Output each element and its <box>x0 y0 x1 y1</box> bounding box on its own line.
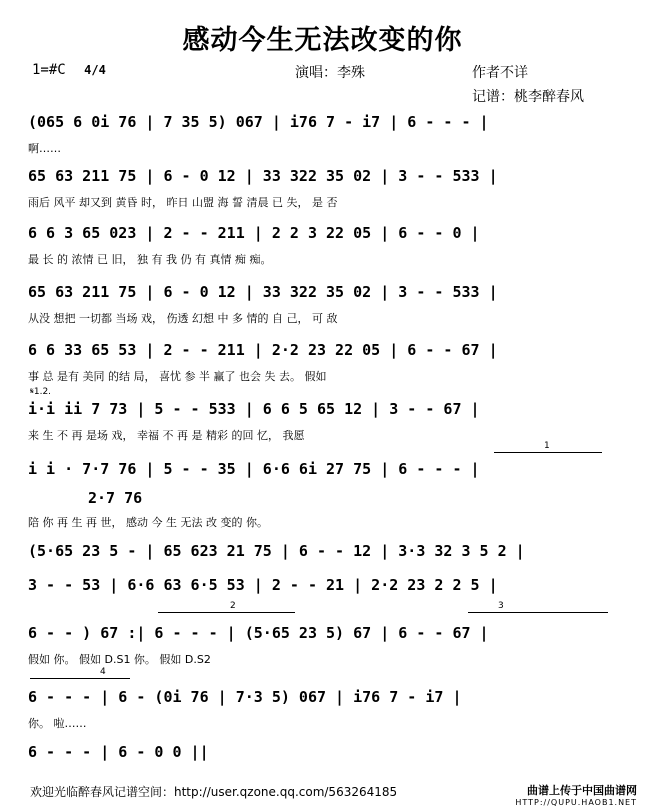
lyric-line: 啊…… <box>28 142 61 155</box>
lyric-line: 雨后 风平 却又到 黄昏 时， 昨日 山盟 海 誓 清晨 已 失， 是 否 <box>28 196 338 209</box>
volta-bracket-2 <box>158 601 295 613</box>
lyric-line: 事 总 是有 美同 的结 局， 喜忧 参 半 赢了 也会 失 去。 假如 <box>28 370 327 383</box>
site-credit-line1: 曲谱上传于中国曲谱网 <box>527 784 637 797</box>
notation-line: 6 - - ) 67 :| 6 - - - | (5·65 23 5) 67 | 6 - - 67 | <box>28 624 489 642</box>
volta-bracket-4 <box>30 667 130 679</box>
notation-line: 6 - - - | 6 - 0 0 || <box>28 743 209 761</box>
volta-bracket-3 <box>468 601 608 613</box>
song-title: 感动今生无法改变的你 <box>182 25 463 56</box>
lyric-line: 陪 你 再 生 再 世， 感动 今 生 无法 改 变的 你。 <box>28 516 268 529</box>
lyric-line: 来 生 不 再 是场 戏， 幸福 不 再 是 精彩 的回 忆， 我愿 <box>28 429 305 442</box>
notation-line: 3 - - 53 | 6·6 63 6·5 53 | 2 - - 21 | 2·2 23 2 2 5 | <box>28 576 498 594</box>
key-label: 1=#C <box>32 62 66 78</box>
author-credit: 作者不详 <box>472 65 528 81</box>
time-signature: 4/4 <box>84 63 106 77</box>
key-signature <box>32 62 106 78</box>
alternate-notation: 2·7 76 <box>88 489 143 507</box>
singer-credit: 演唱：李殊 <box>295 65 365 81</box>
segno-mark: 𝄋1.2. <box>30 387 52 397</box>
volta-label: 1 <box>544 441 550 451</box>
site-credit <box>515 785 637 809</box>
transcriber-credit: 记谱：桃李醉春风 <box>472 89 584 105</box>
notation-line: 6 6 3 65 023 | 2 - - 211 | 2 2 3 22 05 | 6 - - 0 | <box>28 224 480 242</box>
lyric-line: 最 长 的 浓情 已 旧， 独 有 我 仍 有 真情 痴 痴。 <box>28 253 272 266</box>
lyric-line: 你。 啦…… <box>28 717 87 730</box>
volta-label: 4 <box>100 667 106 677</box>
notation-line: i·i ii 7 73 | 5 - - 533 | 6 6 5 65 12 | 3 - - 67 | <box>28 400 480 418</box>
notation-line: 6 6 33 65 53 | 2 - - 211 | 2·2 23 22 05 | 6 - - 67 | <box>28 341 498 359</box>
lyric-line: 假如 你。 假如 D.S1 你。 假如 D.S2 <box>28 653 211 666</box>
volta-bracket-1 <box>494 441 602 453</box>
notation-line: 65 63 211 75 | 6 - 0 12 | 33 322 35 02 | 3 - - 533 | <box>28 167 498 185</box>
notation-line: i i · 7·7 76 | 5 - - 35 | 6·6 6i 27 75 | 6 - - - | <box>28 460 480 478</box>
site-credit-line2: HTTP://QUPU.HAOB1.NET <box>515 798 637 807</box>
notation-line: (065 6 0i 76 | 7 35 5) 067 | i76 7 - i7 | 6 - - - | <box>28 113 489 131</box>
lyric-line: 从没 想把 一切都 当场 戏， 伤透 幻想 中 多 情的 自 己， 可 敌 <box>28 312 338 325</box>
notation-line: 6 - - - | 6 - (0i 76 | 7·3 5) 067 | i76 7 - i7 | <box>28 688 462 706</box>
notation-line: (5·65 23 5 - | 65 623 21 75 | 6 - - 12 | 3·3 32 3 5 2 | <box>28 542 525 560</box>
footer-text: 欢迎光临醉春风记谱空间：http://user.qzone.qq.com/563264185 <box>30 785 398 799</box>
notation-line: 65 63 211 75 | 6 - 0 12 | 33 322 35 02 | 3 - - 533 | <box>28 283 498 301</box>
volta-label: 3 <box>498 601 504 611</box>
volta-label: 2 <box>230 601 236 611</box>
